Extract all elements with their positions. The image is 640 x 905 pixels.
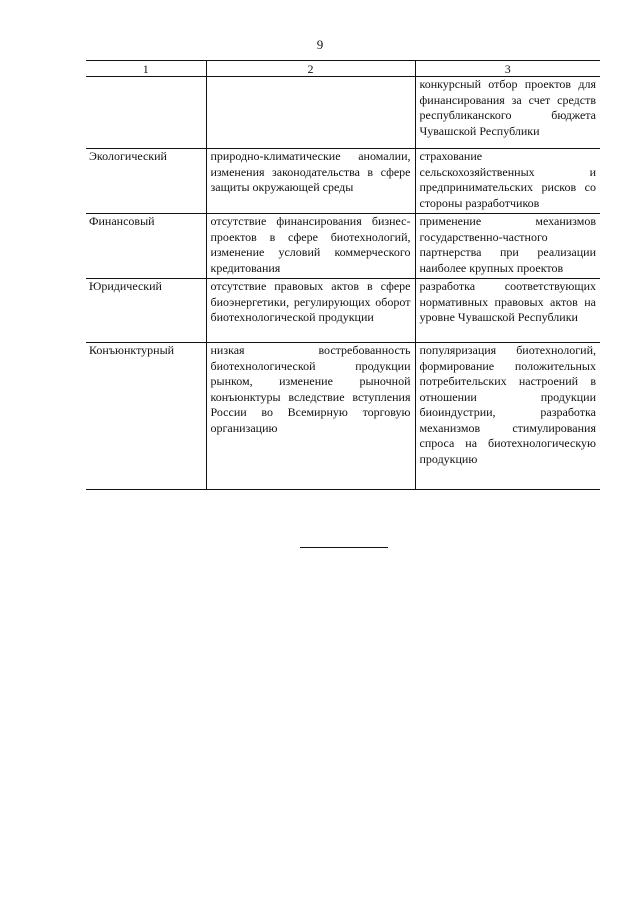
risk-table: [86, 60, 600, 490]
risk-factors-cell: отсутствие правовых актов в сфере биоэнергетики, регулирующих оборот биотехнологической продукции: [206, 279, 415, 343]
column-header-2: 2: [206, 61, 415, 77]
risk-factors-cell: низкая востребованность биотехнологической продукции рынком, изменение рыночной конъюнктуры вследствие вступления России во Всемирную торговую организацию: [206, 343, 415, 490]
closing-rule-divider: [300, 547, 388, 548]
risk-type-cell: Финансовый: [86, 214, 206, 279]
table-header-row: [86, 61, 600, 77]
risk-type-cell: [86, 77, 206, 149]
risk-table-container: [86, 60, 600, 490]
table-row: [86, 279, 600, 343]
risk-measures-cell: страхование сельскохозяйственных и предпринимательских рисков со стороны разработчиков: [415, 149, 600, 214]
risk-type-cell: Конъюнктурный: [86, 343, 206, 490]
table-row: [86, 343, 600, 490]
table-row: [86, 77, 600, 149]
risk-measures-cell: разработка соответствующих нормативных правовых актов на уровне Чувашской Республики: [415, 279, 600, 343]
risk-factors-cell: отсутствие финансирования бизнес-проектов в сфере биотехнологий, изменение условий коммерческого кредитования: [206, 214, 415, 279]
page-number: 9: [316, 37, 324, 52]
column-header-1: 1: [86, 61, 206, 77]
table-row: [86, 149, 600, 214]
risk-measures-cell: применение механизмов государственно-частного партнерства при реализации наиболее крупных проектов: [415, 214, 600, 279]
risk-type-cell: Юридический: [86, 279, 206, 343]
risk-factors-cell: [206, 77, 415, 149]
table-row: [86, 214, 600, 279]
risk-factors-cell: природно-климатические аномалии, изменения законодательства в сфере защиты окружающей среды: [206, 149, 415, 214]
risk-measures-cell: популяризация биотехнологий, формирование положительных потребительских настроений в отношении продукции биоиндустрии, разработка механизмов стимулирования спроса на биотехнологическую продукцию: [415, 343, 600, 490]
risk-measures-cell: конкурсный отбор проектов для финансирования за счет средств республиканского бюджета Чувашской Республики: [415, 77, 600, 149]
column-header-3: 3: [415, 61, 600, 77]
risk-type-cell: Экологический: [86, 149, 206, 214]
